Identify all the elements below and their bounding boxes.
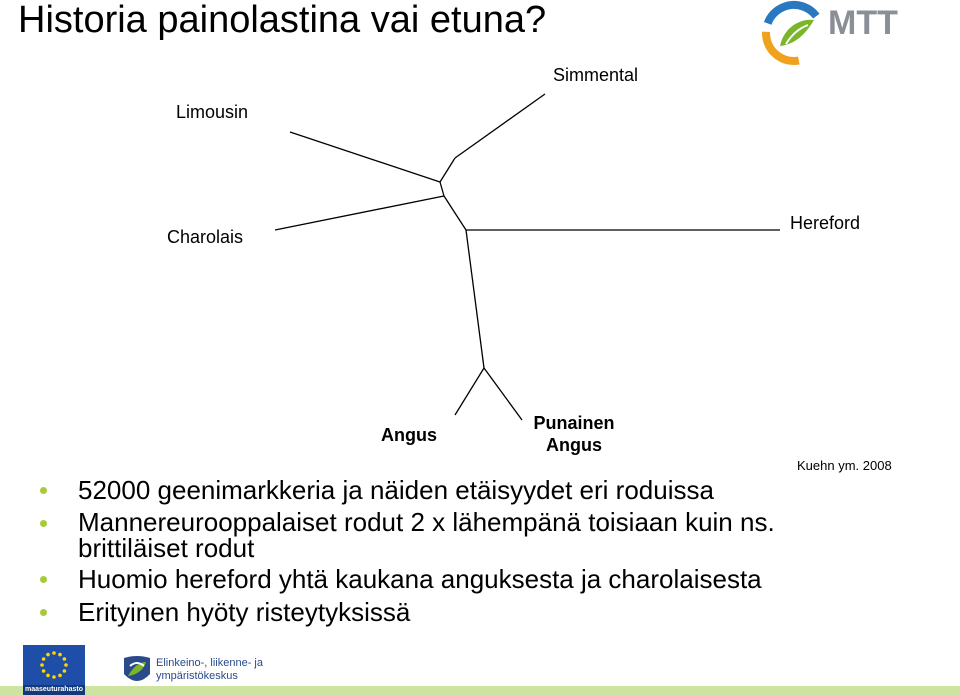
label-simmental: Simmental [553,65,639,85]
label-punainen-angus [527,412,621,456]
branch-limousin [290,132,440,182]
ely-emblem-icon [122,654,152,688]
bullet-dot-icon [40,609,47,616]
bullet-text: 52000 geenimarkkeria ja näiden etäisyydet eri roduissa [78,475,714,505]
label-angus: Angus [381,425,437,445]
ely-logo [122,654,272,688]
bullet-item [40,565,940,594]
citation: Kuehn ym. 2008 [797,458,892,473]
label-hereford: Hereford [790,213,861,233]
branch-internal-2 [444,196,466,230]
label-punainen-angus-line2: Angus [546,435,602,455]
bullet-item [40,476,940,505]
branch-internal-1 [440,182,444,196]
slide-title: Historia painolastina vai etuna? [18,0,547,41]
branch-simmental [455,94,545,158]
eu-logo [23,645,85,695]
bullet-dot-icon [40,520,47,527]
ely-text-line2: ympäristökeskus [156,670,238,682]
branch-charolais [275,196,444,230]
branch-punainen-angus [484,368,522,420]
branch-angus [455,368,484,415]
ely-text [156,657,263,683]
branch-simmental-stem [440,158,455,182]
bullet-item [40,598,940,627]
label-limousin: Limousin [176,102,249,122]
ely-text-line1: Elinkeino-, liikenne- ja [156,657,263,669]
label-charolais: Charolais [167,227,244,247]
eu-caption: maaseuturahasto [23,685,85,695]
bullet-text: Huomio hereford yhtä kaukana anguksesta ja charolaisesta [78,564,762,594]
bullet-text: Erityinen hyöty risteytyksissä [78,597,411,627]
label-punainen-angus-line1: Punainen [533,413,615,433]
branch-internal-3 [466,230,484,368]
bullet-text: Mannereurooppalaiset rodut 2 x lähempänä toisiaan kuin ns. brittiläiset rodut [78,507,775,563]
bullet-list [40,476,940,631]
eu-flag-icon [23,645,85,685]
bullet-dot-icon [40,487,47,494]
mtt-logo-text: MTT [828,4,898,42]
bullet-item [40,509,940,561]
bullet-dot-icon [40,576,47,583]
